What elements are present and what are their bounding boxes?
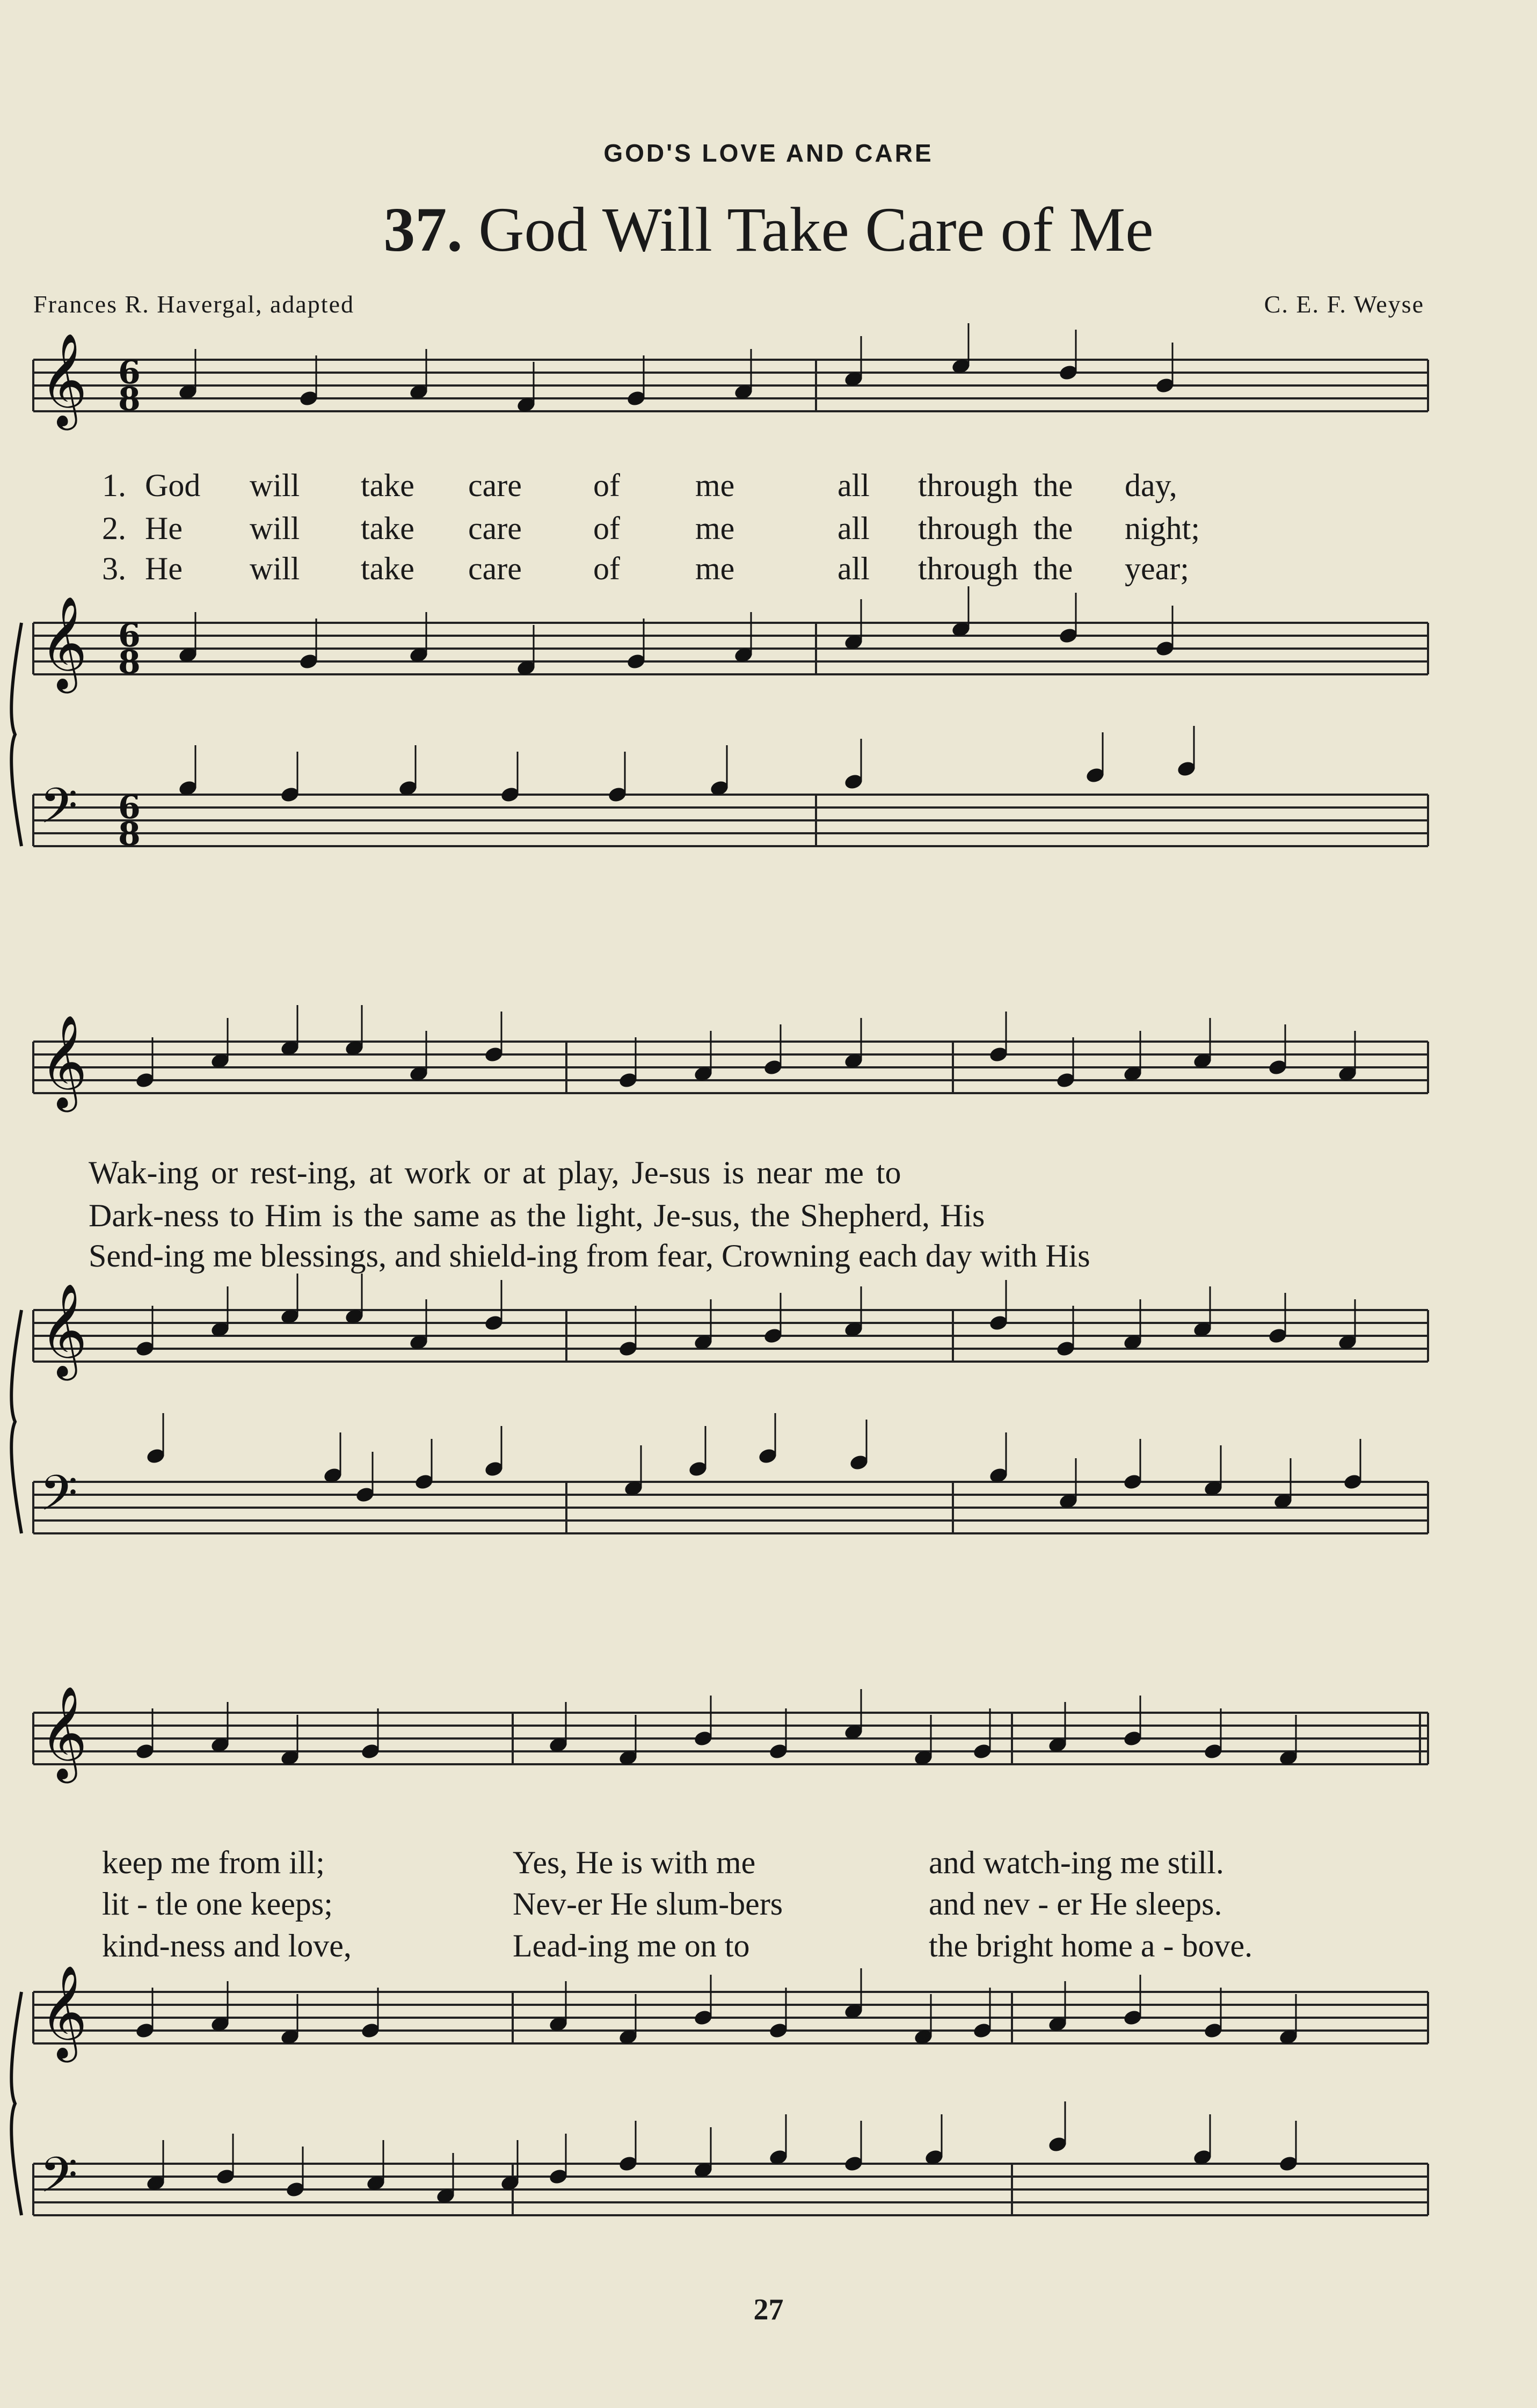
system1-verse1-word: care — [468, 468, 522, 503]
system1-verse1-word: the — [1033, 468, 1073, 503]
system1-verse2-word: all — [837, 511, 870, 546]
system3-verse1-part2: Yes, He is with me — [513, 1845, 756, 1880]
treble-clef-icon: 𝄞 — [40, 1015, 88, 1108]
time-signature-bottom: 8 — [118, 381, 141, 418]
page-number: 27 — [753, 2293, 784, 2326]
system1-verse1-number: 1. — [102, 468, 126, 503]
system1-verse3-word: me — [695, 551, 735, 586]
bass-clef-icon: 𝄢 — [40, 2147, 78, 2215]
system3-verse3-part3: the bright home a - bove. — [929, 1928, 1253, 1963]
system1-verse2-word: care — [468, 511, 522, 546]
system1-verse3-word: of — [593, 551, 620, 586]
system1-verse3-word: He — [145, 551, 183, 586]
system3-verse3-part2: Lead-ing me on to — [513, 1928, 750, 1963]
system1-verse2-word: He — [145, 511, 183, 546]
system1-verse2-word: take — [361, 511, 414, 546]
composer-credit: C. E. F. Weyse — [1264, 290, 1424, 318]
bass-clef-icon: 𝄢 — [40, 777, 78, 846]
system1-verse1-word: God — [145, 468, 201, 503]
system3-verse1-part3: and watch-ing me still. — [929, 1845, 1224, 1880]
treble-clef-icon: 𝄞 — [40, 1283, 88, 1377]
time-signature-bottom: 8 — [118, 816, 141, 853]
system1-verse3-word: will — [250, 551, 300, 586]
time-signature-top: 6 — [118, 789, 141, 826]
treble-clef-icon: 𝄞 — [40, 333, 88, 426]
system1-verse3-word: year; — [1125, 551, 1189, 586]
system1-verse1-word: me — [695, 468, 735, 503]
piano-brace — [11, 1992, 21, 2215]
system1-verse2-word: the — [1033, 511, 1073, 546]
system1-verse1-word: of — [593, 468, 620, 503]
system1-verse1-word: will — [250, 468, 300, 503]
hymn-title-text: God Will Take Care of Me — [478, 194, 1154, 265]
lyricist-credit: Frances R. Havergal, adapted — [33, 290, 355, 318]
system2-verse2: Dark-ness to Him is the same as the light, Je-sus, the Shepherd, His — [89, 1198, 985, 1233]
system1-verse2-word: through — [918, 511, 1018, 546]
system1-verse3-word: take — [361, 551, 414, 586]
system1-verse2-word: night; — [1125, 511, 1200, 546]
section-heading: GOD'S LOVE AND CARE — [603, 139, 934, 167]
treble-clef-icon: 𝄞 — [40, 596, 88, 689]
treble-clef-icon: 𝄞 — [40, 1965, 88, 2058]
system1-verse2-number: 2. — [102, 511, 126, 546]
time-signature-top: 6 — [118, 617, 141, 654]
treble-clef-icon: 𝄞 — [40, 1686, 88, 1779]
system3-verse1-part1: keep me from ill; — [102, 1845, 325, 1880]
system3-verse2-part2: Nev-er He slum-bers — [513, 1886, 783, 1922]
bass-clef-icon: 𝄢 — [40, 1465, 78, 1533]
system1-verse3-word: all — [837, 551, 870, 586]
system1-verse1-word: all — [837, 468, 870, 503]
time-signature-bottom: 8 — [118, 644, 141, 681]
hymn-number: 37. — [383, 194, 463, 265]
system1-verse1-word: through — [918, 468, 1018, 503]
system1-verse3-word: through — [918, 551, 1018, 586]
system3-verse2-part1: lit - tle one keeps; — [102, 1886, 333, 1922]
time-signature-top: 6 — [118, 354, 141, 391]
system1-verse1-word: take — [361, 468, 414, 503]
system1-verse2-word: me — [695, 511, 735, 546]
system1-verse2-word: will — [250, 511, 300, 546]
piano-brace — [11, 623, 21, 846]
system1-verse3-word: the — [1033, 551, 1073, 586]
system1-verse3-word: care — [468, 551, 522, 586]
system1-verse2-word: of — [593, 511, 620, 546]
system1-verse1-word: day, — [1125, 468, 1177, 503]
system2-verse1: Wak-ing or rest-ing, at work or at play, Je-sus is near me to — [89, 1155, 901, 1190]
system3-verse2-part3: and nev - er He sleeps. — [929, 1886, 1222, 1922]
system3-verse3-part1: kind-ness and love, — [102, 1928, 352, 1963]
system1-verse3-number: 3. — [102, 551, 126, 586]
piano-brace — [11, 1310, 21, 1533]
system2-verse3: Send-ing me blessings, and shield-ing from fear, Crowning each day with His — [89, 1238, 1090, 1274]
